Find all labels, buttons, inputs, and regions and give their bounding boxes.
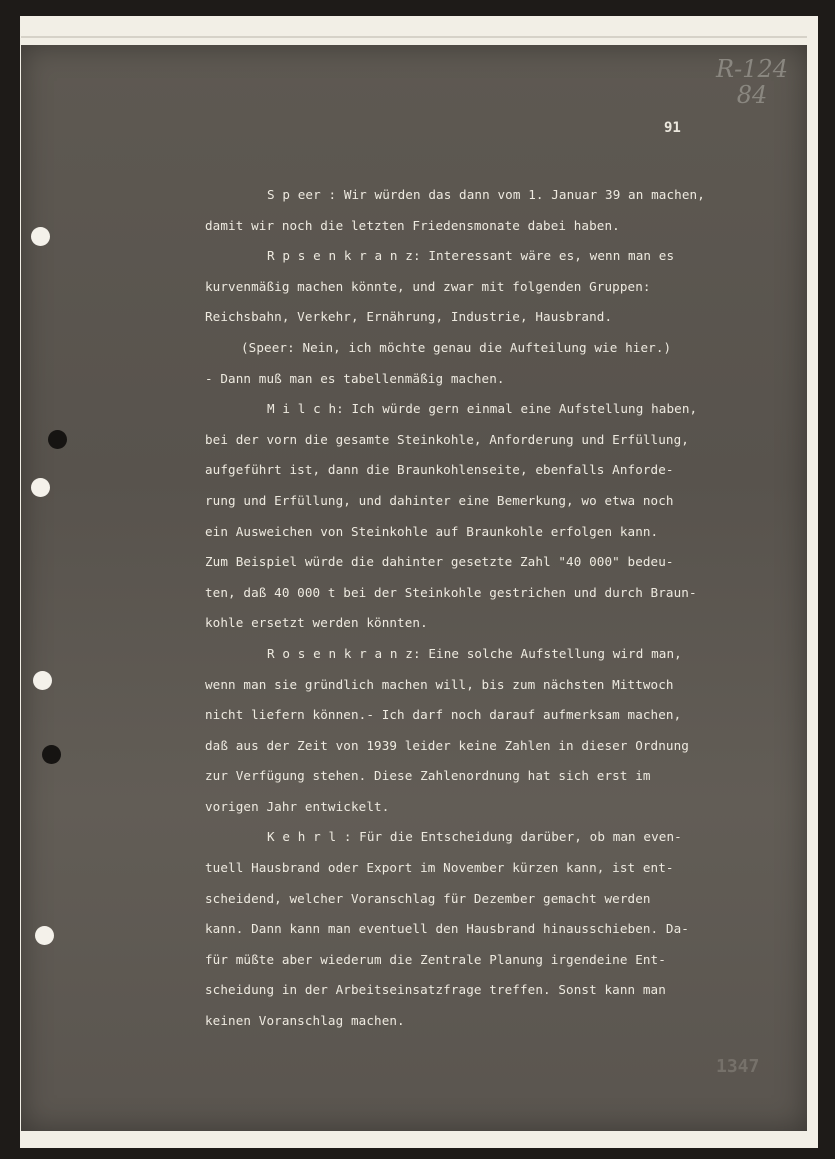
text-line: zur Verfügung stehen. Diese Zahlenordnung hat sich erst im <box>205 768 651 784</box>
text-line: bei der vorn die gesamte Steinkohle, Anforderung und Erfüllung, <box>205 431 689 447</box>
punch-hole <box>48 430 67 449</box>
text-line: S p eer : Wir würden das dann vom 1. Januar 39 an machen, <box>267 187 705 202</box>
punch-hole <box>31 478 50 497</box>
text-line: scheidung in der Arbeitseinsatzfrage treffen. Sonst kann man <box>205 982 666 998</box>
handwritten-annotation <box>712 56 792 108</box>
page-number: 91 <box>664 120 681 136</box>
text-line: Reichsbahn, Verkehr, Ernährung, Industrie, Hausbrand. <box>205 309 613 325</box>
archive-stamp-number: 1347 <box>716 1056 760 1077</box>
punch-hole <box>33 671 52 690</box>
text-line: tuell Hausbrand oder Export im November kürzen kann, ist ent- <box>205 860 674 876</box>
punch-hole <box>31 227 50 246</box>
text-line: K e h r l : Für die Entscheidung darüber, ob man even- <box>267 829 682 845</box>
text-line: daß aus der Zeit von 1939 leider keine Zahlen in dieser Ordnung <box>205 737 689 753</box>
text-line: keinen Voranschlag machen. <box>205 1013 405 1029</box>
text-line: rung und Erfüllung, und dahinter eine Bemerkung, wo etwa noch <box>205 492 674 508</box>
text-line: (Speer: Nein, ich möchte genau die Aufteilung wie hier.) <box>241 339 672 355</box>
text-line: aufgeführt ist, dann die Braunkohlenseite, ebenfalls Anforde- <box>205 462 674 478</box>
punch-hole <box>42 745 61 764</box>
text-line: vorigen Jahr entwickelt. <box>205 798 390 814</box>
annotation-line: R-124 <box>716 55 788 83</box>
text-line: M i l c h: Ich würde gern einmal eine Aufstellung haben, <box>267 401 698 417</box>
text-line: ein Ausweichen von Steinkohle auf Braunkohle erfolgen kann. <box>205 523 659 539</box>
annotation-line: 84 <box>736 81 768 109</box>
text-line: kurvenmäßig machen könnte, und zwar mit folgenden Gruppen: <box>205 278 651 294</box>
text-line: nicht liefern können.- Ich darf noch darauf aufmerksam machen, <box>205 707 682 723</box>
text-line: kann. Dann kann man eventuell den Hausbrand hinausschieben. Da- <box>205 921 689 937</box>
text-line: R o s e n k r a n z: Eine solche Aufstellung wird man, <box>267 645 682 661</box>
text-line: Zum Beispiel würde die dahinter gesetzte Zahl "40 000" bedeu- <box>205 554 674 570</box>
text-line: wenn man sie gründlich machen will, bis zum nächsten Mittwoch <box>205 676 674 692</box>
punch-hole <box>35 926 54 945</box>
text-line: ten, daß 40 000 t bei der Steinkohle gestrichen und durch Braun- <box>205 584 697 600</box>
text-line: - Dann muß man es tabellenmäßig machen. <box>205 370 505 386</box>
text-line: scheidend, welcher Voranschlag für Dezember gemacht werden <box>205 890 651 906</box>
text-line: für müßte aber wiederum die Zentrale Planung irgendeine Ent- <box>205 951 666 967</box>
text-line: damit wir noch die letzten Friedensmonate dabei haben. <box>205 217 620 233</box>
text-line: kohle ersetzt werden könnten. <box>205 615 428 631</box>
document-body <box>205 180 795 1037</box>
text-line: R p s e n k r a n z: Interessant wäre es, wenn man es <box>267 248 675 264</box>
